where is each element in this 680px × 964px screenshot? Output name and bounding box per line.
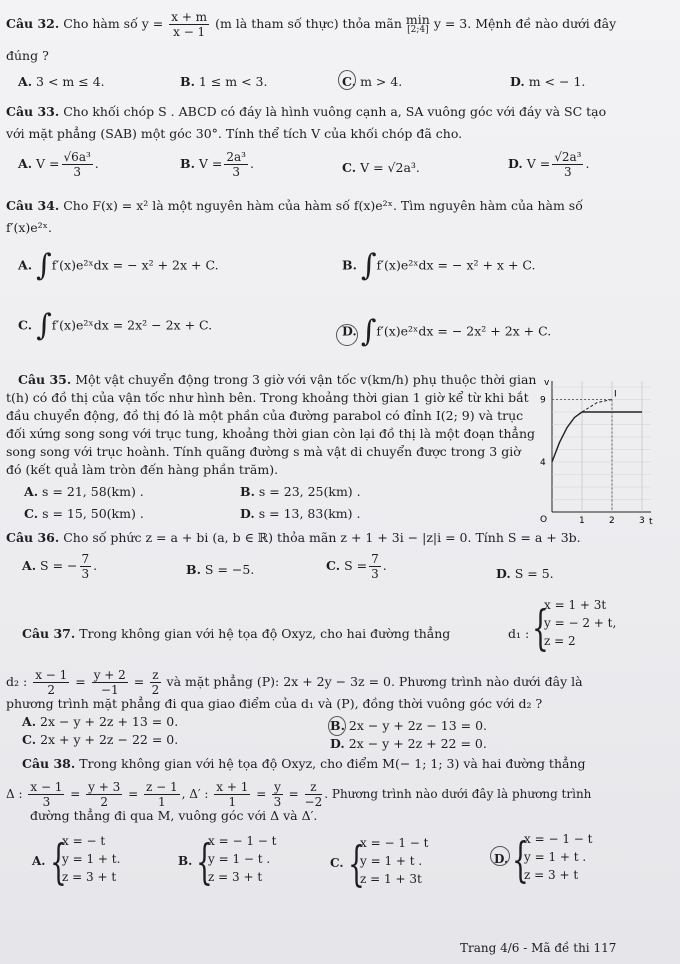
q37-option-d[interactable]: D. 2x − y + 2z + 22 = 0. (330, 736, 487, 751)
q38-stem-cont: đường thẳng đi qua M, vuông góc với Δ và Δ′. (30, 808, 318, 823)
q35-option-c[interactable]: C. s = 15, 50(km) . (24, 506, 144, 521)
q35-stem-line: t(h) có đồ thị của vận tốc như hình bên. Trong khoảng thời gian 1 giờ kể từ khi bắt (6, 390, 529, 405)
q35-stem-line: đối xứng song song với trục tung, khoảng thời gian còn lại đồ thị là một đoạn thẳng (6, 426, 536, 441)
q32-option-a[interactable]: A. 3 < m ≤ 4. (18, 74, 105, 89)
q37-stem: Câu 37. Trong không gian với hệ tọa độ Oxyz, cho hai đường thẳng (22, 626, 451, 641)
y-axis-label: v (544, 378, 550, 388)
q34-option-d[interactable]: D. ∫f′(x)e²ˣdx = − 2x² + 2x + C. (342, 314, 552, 349)
q37-d1-label: d₁ : (508, 626, 530, 641)
x-tick-label: 2 (609, 516, 615, 526)
q32-min-operator: min [2;4] (405, 11, 430, 35)
q32-option-c[interactable]: C. m > 4. (342, 74, 403, 89)
q38-option-d[interactable]: D. { x = − 1 − t y = 1 + t . z = 3 + t (494, 832, 593, 888)
q34-option-c[interactable]: C. ∫f′(x)e²ˣdx = 2x² − 2x + C. (18, 308, 213, 343)
q32-option-d[interactable]: D. m < − 1. (510, 74, 586, 89)
q35-option-d[interactable]: D. s = 13, 83(km) . (240, 506, 361, 521)
q33-stem-cont: với mặt phẳng (SAB) một góc 30°. Tính thể tích V của khối chóp đã cho. (6, 126, 463, 141)
x-tick-label: 1 (579, 516, 585, 526)
q32-stem: Câu 32. Cho hàm số y = $\frac{x + m}{x - 1}$ (m là tham số thực) thỏa mãn min [2;4] y = 3. Mệnh đề nào dưới đây (6, 10, 617, 39)
q33-option-c[interactable]: C. V = √2a³. (342, 160, 420, 175)
q37-option-a[interactable]: A. 2x − y + 2z + 13 = 0. (22, 714, 179, 729)
q33-option-a[interactable]: A. V = $\frac{\text{√6a³}}{3}$ . (18, 150, 99, 179)
q34-stem-cont: f′(x)e²ˣ. (6, 220, 52, 235)
q35-stem-line: đầu chuyển động, đồ thị đó là một phần của đường parabol có đỉnh I(2; 9) và trục (6, 408, 524, 423)
q35-stem-line: đó (kết quả làm tròn đến hàng phần trăm). (6, 462, 279, 477)
vertex-label: I (614, 389, 617, 400)
q32-function-fraction: $\frac{x + m}{x - 1}$ (171, 10, 208, 39)
q37-stem-cont: phương trình mặt phẳng đi qua giao điểm của d₁ và (P), đồng thời vuông góc với d₂ ? (6, 696, 543, 711)
q36-stem: Câu 36. Cho số phức z = a + bi (a, b ∈ ℝ) thỏa mãn z + 1 + 3i − |z|i = 0. Tính S = a + 3b. (6, 530, 581, 545)
q35-stem: Câu 35. Một vật chuyển động trong 3 giờ với vận tốc v(km/h) phụ thuộc thời gian (18, 372, 537, 387)
q38-stem: Câu 38. Trong không gian với hệ tọa độ Oxyz, cho điểm M(− 1; 1; 3) và hai đường thẳng (22, 756, 586, 771)
q33-option-b[interactable]: B. V = $\frac{\text{2a³}}{3}$ . (180, 150, 254, 179)
x-tick-label: 3 (639, 516, 645, 526)
q38-option-b[interactable]: B. { x = − 1 − t y = 1 − t . z = 3 + t (178, 834, 277, 890)
y-tick-label: 4 (540, 458, 546, 468)
q35-stem-line: song song với trục hoành. Tính quãng đường s mà vật di chuyển được trong 3 giờ (6, 444, 521, 459)
q35-option-a[interactable]: A. s = 21, 58(km) . (24, 484, 144, 499)
x-axis-label: t (649, 517, 653, 526)
q37-option-c[interactable]: C. 2x + y + 2z − 22 = 0. (22, 732, 179, 747)
q36-option-c[interactable]: C. S = $\frac{7}{3}$ . (326, 552, 387, 581)
q36-option-b[interactable]: B. S = −5. (186, 562, 255, 577)
y-tick-label: 9 (540, 395, 546, 406)
page-footer: Trang 4/6 - Mã đề thi 117 (460, 941, 617, 955)
origin-label: O (540, 515, 548, 525)
q37-d2-equation: d₂ : $\frac{x - 1}{2}$ = $\frac{y + 2}{-1}$ = $\frac{z}{2}$ và mặt phẳng (P): 2x + 2y − 3z = 0. Phương trình nào dưới đây là (6, 668, 583, 697)
q34-option-b[interactable]: B. ∫f′(x)e²ˣdx = − x² + x + C. (342, 248, 536, 283)
q33-option-d[interactable]: D. V = $\frac{\text{√2a³}}{3}$ . (508, 150, 590, 179)
q34-stem: Câu 34. Cho F(x) = x² là một nguyên hàm của hàm số f(x)e²ˣ. Tìm nguyên hàm của hàm số (6, 198, 583, 213)
q34-answer-mark (336, 324, 358, 346)
q32-stem-cont: đúng ? (6, 48, 49, 63)
q35-option-b[interactable]: B. s = 23, 25(km) . (240, 484, 361, 499)
q32-answer-mark (338, 70, 356, 90)
q34-option-a[interactable]: A. ∫f′(x)e²ˣdx = − x² + 2x + C. (18, 248, 219, 283)
q37-d1-system: { x = 1 + 3t y = − 2 + t, z = 2 (532, 598, 617, 656)
q37-answer-mark (328, 716, 346, 736)
q32-option-b[interactable]: B. 1 ≤ m < 3. (180, 74, 268, 89)
q38-option-c[interactable]: C. { x = − 1 − t y = 1 + t . z = 1 + 3t (330, 836, 429, 892)
q36-option-d[interactable]: D. S = 5. (496, 566, 554, 581)
q35-velocity-graph (536, 374, 666, 526)
q33-stem: Câu 33. Cho khối chóp S . ABCD có đáy là hình vuông cạnh a, SA vuông góc với đáy và SC tạo (6, 104, 607, 119)
q38-option-a[interactable]: A. { x = − t y = 1 + t. z = 3 + t (32, 834, 121, 890)
q38-answer-mark (490, 846, 510, 866)
series-line (582, 400, 612, 413)
q36-option-a[interactable]: A. S = − $\frac{7}{3}$ . (22, 552, 98, 581)
q37-option-b[interactable]: B. 2x − y + 2z − 13 = 0. (330, 718, 488, 733)
q38-lines-equation: Δ : $\frac{x - 1}{3}$ = $\frac{y + 3}{2}$ = $\frac{z - 1}{1}$ , Δ′ : $\frac{x + 1}{1}$ = $\frac{y}{3}$ = $\frac{z}{-2}$ . Phương trình nào dưới đây là phương trình (6, 780, 592, 809)
